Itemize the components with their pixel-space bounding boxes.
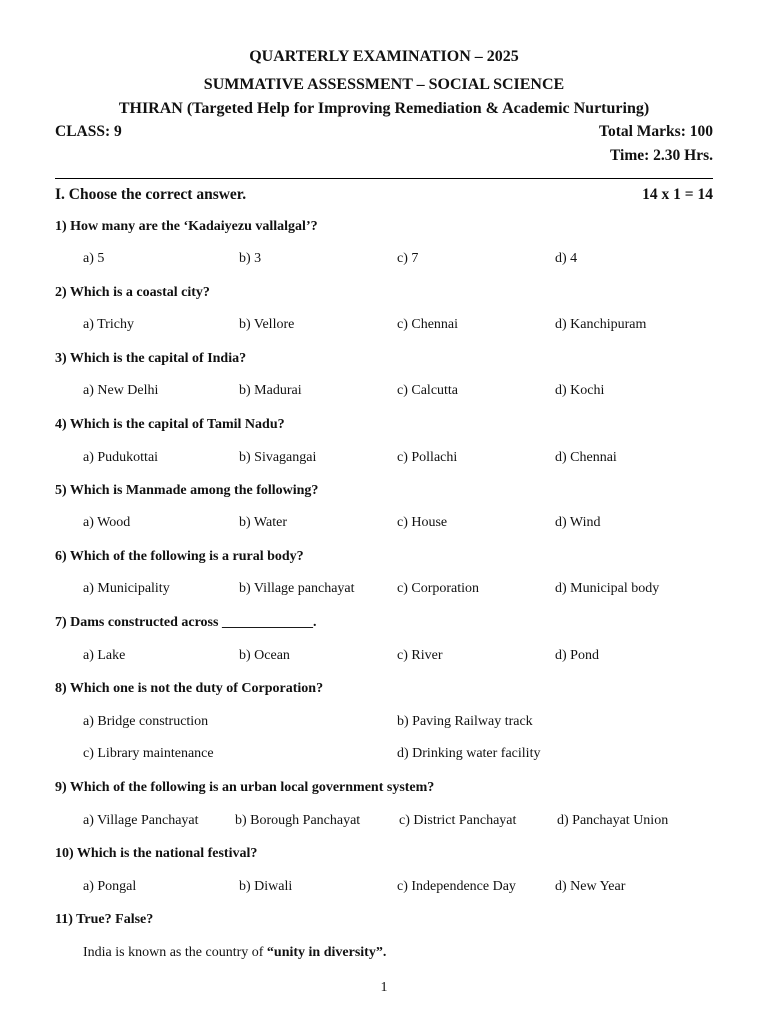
class-label: CLASS: 9 [55, 123, 122, 140]
question-7: 7) Dams constructed across _____________. [55, 615, 317, 630]
option-a: a) 5 [83, 251, 105, 266]
option-d: d) Municipal body [555, 581, 660, 596]
section-marks: 14 x 1 = 14 [642, 186, 713, 203]
header-divider [55, 178, 713, 179]
option-a: a) Wood [83, 515, 131, 530]
option-a: a) New Delhi [83, 383, 159, 398]
option-a: a) Village Panchayat [83, 813, 199, 828]
option-c: c) Calcutta [397, 383, 459, 398]
option-a: a) Lake [83, 648, 126, 663]
option-a: a) Pudukottai [83, 450, 159, 465]
exam-title: QUARTERLY EXAMINATION – 2025 [249, 48, 519, 65]
exam-subtitle: SUMMATIVE ASSESSMENT – SOCIAL SCIENCE [203, 76, 565, 93]
option-d: d) Kochi [555, 383, 605, 398]
question-1: 1) How many are the ‘Kadaiyezu vallalgal’? [55, 219, 318, 234]
option-c: c) House [397, 515, 448, 530]
option-c: c) 7 [397, 251, 419, 266]
option-b: b) 3 [239, 251, 262, 266]
option-c: c) Library maintenance [83, 746, 214, 761]
option-c: c) Corporation [397, 581, 480, 596]
option-b: b) Madurai [239, 383, 302, 398]
option-d: d) Pond [555, 648, 599, 663]
question-4: 4) Which is the capital of Tamil Nadu? [55, 417, 285, 432]
option-b: b) Ocean [239, 648, 290, 663]
option-b: b) Borough Panchayat [235, 813, 361, 828]
option-b: b) Diwali [239, 879, 293, 894]
question-2: 2) Which is a coastal city? [55, 285, 210, 300]
option-a: a) Trichy [83, 317, 134, 332]
option-b: b) Vellore [239, 317, 295, 332]
question-3: 3) Which is the capital of India? [55, 351, 247, 366]
question-11: 11) True? False? [55, 912, 154, 927]
section-heading: I. Choose the correct answer. [55, 186, 247, 203]
option-c: c) Pollachi [397, 450, 458, 465]
option-b: b) Paving Railway track [397, 714, 533, 729]
option-d: d) Panchayat Union [557, 813, 669, 828]
question-8: 8) Which one is not the duty of Corporation? [55, 681, 324, 696]
option-a: a) Municipality [83, 581, 170, 596]
option-d: d) Drinking water facility [397, 746, 541, 761]
option-c: c) District Panchayat [399, 813, 517, 828]
statement-text: India is known as the country of [83, 945, 267, 960]
option-d: d) Wind [555, 515, 601, 530]
program-title: THIRAN (Targeted Help for Improving Remediation & Academic Nurturing) [118, 100, 650, 117]
option-d: d) 4 [555, 251, 578, 266]
statement-emphasis: “unity in diversity”. [266, 945, 387, 960]
option-a: a) Bridge construction [83, 714, 209, 729]
option-c: c) Independence Day [397, 879, 516, 894]
option-c: c) Chennai [397, 317, 459, 332]
exam-time: Time: 2.30 Hrs. [609, 147, 713, 164]
option-a: a) Pongal [83, 879, 137, 894]
question-9: 9) Which of the following is an urban local government system? [55, 780, 435, 795]
true-false-statement [83, 945, 386, 961]
total-marks: Total Marks: 100 [599, 123, 713, 140]
option-b: b) Village panchayat [239, 581, 355, 596]
option-c: c) River [397, 648, 443, 663]
option-d: d) New Year [555, 879, 626, 894]
option-b: b) Sivagangai [239, 450, 317, 465]
option-d: d) Kanchipuram [555, 317, 647, 332]
question-6: 6) Which of the following is a rural body? [55, 549, 304, 564]
question-5: 5) Which is Manmade among the following? [55, 483, 319, 498]
page-number: 1 [380, 980, 388, 995]
option-b: b) Water [239, 515, 287, 530]
question-10: 10) Which is the national festival? [55, 846, 258, 861]
option-d: d) Chennai [555, 450, 617, 465]
